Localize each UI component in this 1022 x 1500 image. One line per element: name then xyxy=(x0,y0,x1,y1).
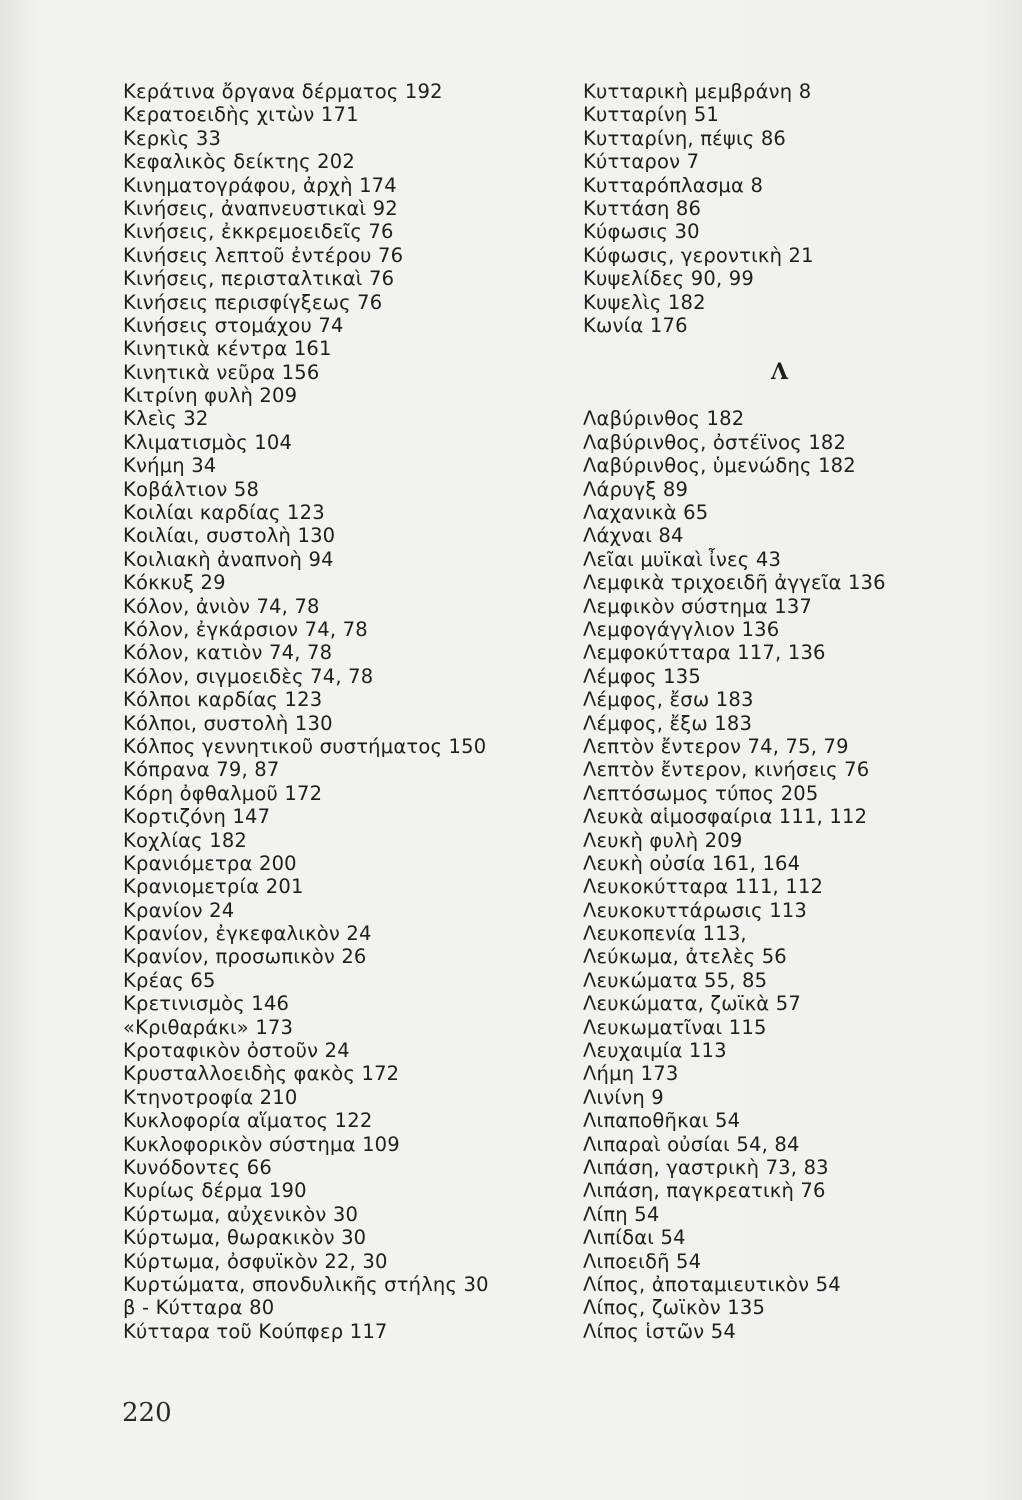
index-entry: Κωνία 176 xyxy=(583,313,688,337)
index-entry: Κυκλοφορικὸν σύστημα 109 xyxy=(123,1132,400,1156)
index-entry: Κεράτινα ὄργανα δέρματος 192 xyxy=(123,80,443,103)
index-entry: Κόλποι, συστολὴ 130 xyxy=(123,711,333,735)
index-entry: Λίπη 54 xyxy=(583,1202,660,1226)
index-entry: Λέμφος, ἔσω 183 xyxy=(583,688,754,712)
index-entry: Λευκώματα 55, 85 xyxy=(583,968,768,992)
index-entry: Κόλον, σιγμοειδὲς 74, 78 xyxy=(123,664,374,688)
index-entry: Κινητικὰ νεῦρα 156 xyxy=(123,360,320,384)
index-entry: Κύρτωμα, αὐχενικὸν 30 xyxy=(123,1202,359,1226)
index-entry: Κυκλοφορία αἵματος 122 xyxy=(123,1109,373,1133)
index-entry: Λίπος ἱστῶν 54 xyxy=(583,1319,736,1343)
index-entry: Κτηνοτροφία 210 xyxy=(123,1085,298,1109)
index-entry: Κινηματογράφου, ἀρχὴ 174 xyxy=(123,173,397,197)
index-entry: Λευκοκυττάρωσις 113 xyxy=(583,898,808,922)
index-entry: Κινήσεις, ἐκκρεμοειδεῖς 76 xyxy=(123,220,394,244)
index-column-left xyxy=(123,80,563,1343)
index-entry: Κερκὶς 33 xyxy=(123,126,222,150)
index-entry: Λέμφος, ἔξω 183 xyxy=(583,711,753,735)
index-entry: Κυττάση 86 xyxy=(583,196,702,220)
index-entry: Λευκωματῖναι 115 xyxy=(583,1015,767,1039)
index-entry: Λεμφογάγγλιον 136 xyxy=(583,617,780,641)
index-entry: Κρυσταλλοειδὴς φακὸς 172 xyxy=(123,1062,400,1086)
index-entry: Λέμφος 135 xyxy=(583,664,701,688)
index-entry: Κυτταρίνη 51 xyxy=(583,103,720,127)
index-entry: Λιπάση, γαστρικὴ 73, 83 xyxy=(583,1155,829,1179)
index-entry: Κοχλίας 182 xyxy=(123,828,248,852)
index-entry: Κερατοειδὴς χιτὼν 171 xyxy=(123,103,359,127)
index-entry: Λίπος, ἀποταμιευτικὸν 54 xyxy=(583,1272,841,1296)
index-entry: Κρανίον, προσωπικὸν 26 xyxy=(123,945,367,969)
index-entry: Λαβύρινθος, ὀστέϊνος 182 xyxy=(583,430,847,454)
index-entry: Κυτταρίνη, πέψις 86 xyxy=(583,126,787,150)
index-entry: Κύφωσις, γεροντικὴ 21 xyxy=(583,243,814,267)
index-entry: Κινήσεις, ἀναπνευστικαὶ 92 xyxy=(123,196,398,220)
index-entry: Κόλον, ἐγκάρσιον 74, 78 xyxy=(123,617,368,641)
index-entry: Λεμφικὰ τριχοειδῆ ἀγγεῖα 136 xyxy=(583,571,886,595)
index-entry: Λεπτόσωμος τύπος 205 xyxy=(583,781,819,805)
index-entry: Κλεὶς 32 xyxy=(123,407,209,431)
index-entry: Λαχανικὰ 65 xyxy=(583,501,709,525)
index-entry: Λάχναι 84 xyxy=(583,524,684,548)
index-entry: Κλιματισμὸς 104 xyxy=(123,430,293,454)
index-entry: Κνήμη 34 xyxy=(123,454,217,478)
index-entry: Λεύκωμα, ἀτελὲς 56 xyxy=(583,945,787,969)
index-entry: Λιπάση, παγκρεατικὴ 76 xyxy=(583,1179,826,1203)
index-entry: Λήμη 173 xyxy=(583,1062,679,1086)
index-entry: Κυψελὶς 182 xyxy=(583,290,706,314)
right-column-top-group xyxy=(583,80,1003,337)
index-entry: Κυτταρόπλασμα 8 xyxy=(583,173,764,197)
index-entry: «Κριθαράκι» 173 xyxy=(123,1015,294,1039)
index-entry: Κινήσεις περισφίγξεως 76 xyxy=(123,290,383,314)
index-entry: Λάρυγξ 89 xyxy=(583,477,689,501)
index-entry: Λιπαποθῆκαι 54 xyxy=(583,1109,741,1133)
index-entry: Λινίνη 9 xyxy=(583,1085,664,1109)
index-entry: Κόλον, ἀνιὸν 74, 78 xyxy=(123,594,320,618)
index-entry: Κρέας 65 xyxy=(123,968,216,992)
index-entry: Κεφαλικὸς δείκτης 202 xyxy=(123,150,355,174)
index-entry: Κύφωσις 30 xyxy=(583,220,700,244)
index-entry: Κυρίως δέρμα 190 xyxy=(123,1179,307,1203)
index-entry: Κροταφικὸν ὀστοῦν 24 xyxy=(123,1039,350,1063)
index-entry: Κύτταρον 7 xyxy=(583,150,700,174)
index-entry: Λεπτὸν ἔντερον 74, 75, 79 xyxy=(583,734,849,758)
index-entry: Λευχαιμία 113 xyxy=(583,1039,727,1063)
index-entry: Κύτταρα τοῦ Κούπφερ 117 xyxy=(123,1319,388,1343)
index-entry: Κυψελίδες 90, 99 xyxy=(583,267,754,291)
index-entry: Κορτιζόνη 147 xyxy=(123,805,271,829)
index-entry: Λιπαραὶ οὐσίαι 54, 84 xyxy=(583,1132,800,1156)
index-entry: Λεμφικὸν σύστημα 137 xyxy=(583,594,813,618)
index-entry: Κυνόδοντες 66 xyxy=(123,1155,272,1179)
index-entry: Λευκὴ φυλὴ 209 xyxy=(583,828,743,852)
index-entry: Λεῖαι μυϊκαὶ ἶνες 43 xyxy=(583,547,782,571)
index-entry: Λαβύρινθος 182 xyxy=(583,407,745,431)
index-entry: β - Κύτταρα 80 xyxy=(123,1296,275,1320)
index-entry: Κινήσεις λεπτοῦ ἐντέρου 76 xyxy=(123,243,404,267)
index-entry: Κινήσεις στομάχου 74 xyxy=(123,313,344,337)
index-entry: Λιπίδαι 54 xyxy=(583,1226,686,1250)
index-entry: Λεπτὸν ἔντερον, κινήσεις 76 xyxy=(583,758,870,782)
index-entry: Λεμφοκύτταρα 117, 136 xyxy=(583,641,826,665)
index-entry: Κόλποι καρδίας 123 xyxy=(123,688,323,712)
right-column-bottom-group xyxy=(583,407,1003,1343)
page-number: 220 xyxy=(122,1398,172,1428)
spacer xyxy=(583,337,1003,360)
index-entry: Κόκκυξ 29 xyxy=(123,571,226,595)
index-entry: Κυρτώματα, σπονδυλικῆς στήλης 30 xyxy=(123,1272,489,1296)
index-entry: Λίπος, ζωϊκὸν 135 xyxy=(583,1296,766,1320)
index-entry: Κύρτωμα, ὀσφυϊκὸν 22, 30 xyxy=(123,1249,388,1273)
index-entry: Κύρτωμα, θωρακικὸν 30 xyxy=(123,1226,367,1250)
index-entry: Λευκοπενία 113, xyxy=(583,922,747,946)
index-entry: Κρανίον, ἐγκεφαλικὸν 24 xyxy=(123,922,372,946)
index-entry: Κοιλίαι, συστολὴ 130 xyxy=(123,524,336,548)
index-entry: Λευκὰ αἱμοσφαίρια 111, 112 xyxy=(583,805,868,829)
index-entry: Λαβύρινθος, ὑμενώδης 182 xyxy=(583,454,856,478)
index-entry: Λιποειδῆ 54 xyxy=(583,1249,702,1273)
index-entry: Κινητικὰ κέντρα 161 xyxy=(123,337,332,361)
index-entry: Κόλπος γεννητικοῦ συστήματος 150 xyxy=(123,734,487,758)
index-entry: Κόρη ὀφθαλμοῦ 172 xyxy=(123,781,323,805)
index-entry: Κοβάλτιον 58 xyxy=(123,477,260,501)
index-entry: Κρανιομετρία 201 xyxy=(123,875,304,899)
index-entry: Κιτρίνη φυλὴ 209 xyxy=(123,384,298,408)
index-entry: Λευκώματα, ζωϊκὰ 57 xyxy=(583,992,801,1016)
index-column-right xyxy=(583,80,1003,1343)
index-entry: Κόλον, κατιὸν 74, 78 xyxy=(123,641,333,665)
index-entry: Κοιλιακὴ ἀναπνοὴ 94 xyxy=(123,547,334,571)
index-entry: Κυτταρικὴ μεμβράνη 8 xyxy=(583,80,812,103)
index-entry: Λευκοκύτταρα 111, 112 xyxy=(583,875,824,899)
index-entry: Κρετινισμὸς 146 xyxy=(123,992,290,1016)
index-entry: Κρανίον 24 xyxy=(123,898,235,922)
index-entry: Κρανιόμετρα 200 xyxy=(123,851,297,875)
index-entry: Λευκὴ οὐσία 161, 164 xyxy=(583,851,801,875)
index-entry: Κόπρανα 79, 87 xyxy=(123,758,280,782)
spacer xyxy=(583,384,1003,407)
index-entry: Κοιλίαι καρδίας 123 xyxy=(123,501,325,525)
section-letter-heading: Λ xyxy=(771,358,789,385)
index-entry: Κινήσεις, περισταλτικαὶ 76 xyxy=(123,267,395,291)
